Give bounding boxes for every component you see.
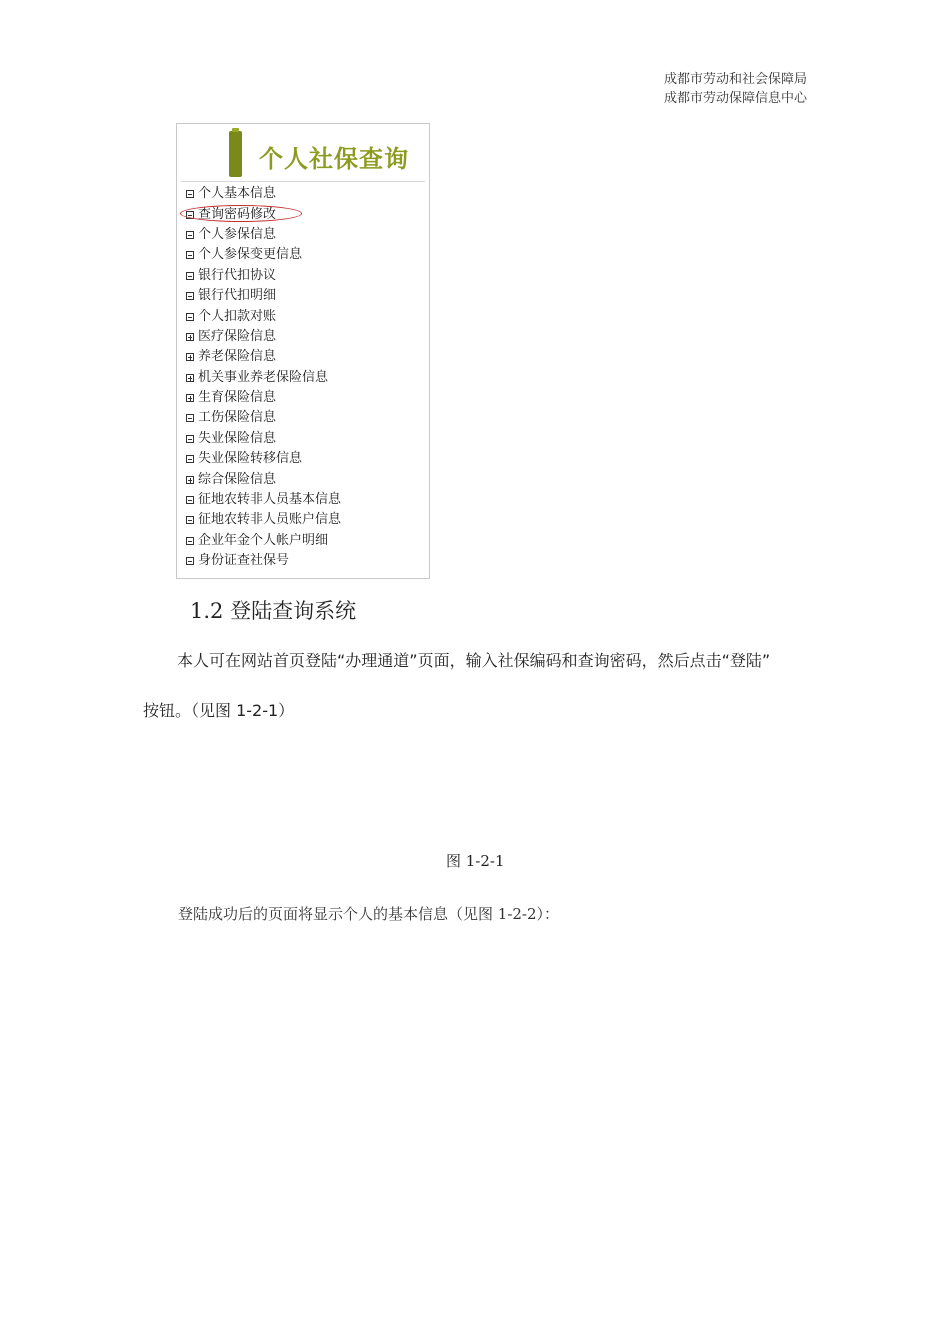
menu-item-label: 银行代扣明细 <box>198 288 277 304</box>
tree-collapse-icon[interactable] <box>186 272 194 280</box>
menu-item[interactable] <box>186 327 341 347</box>
menu-item-label: 个人扣款对账 <box>198 308 277 324</box>
social-security-query-menu <box>176 123 430 579</box>
menu-item[interactable] <box>186 469 341 489</box>
paragraph-line2: 按钮。（见图 1-2-1） <box>143 701 295 720</box>
menu-item[interactable] <box>186 388 341 408</box>
tree-collapse-icon[interactable] <box>186 292 194 300</box>
tree-collapse-icon[interactable] <box>186 455 194 463</box>
tree-collapse-icon[interactable] <box>186 557 194 565</box>
tree-collapse-icon[interactable] <box>186 190 194 198</box>
menu-item-label: 查询密码修改 <box>198 206 277 222</box>
tree-expand-icon[interactable] <box>186 476 194 484</box>
menu-item[interactable] <box>186 490 341 510</box>
section-heading: 1.2 登陆查询系统 <box>190 599 357 623</box>
menu-item-label: 养老保险信息 <box>198 349 277 365</box>
menu-item-label: 医疗保险信息 <box>198 328 277 344</box>
tree-expand-icon[interactable] <box>186 394 194 402</box>
menu-header <box>177 124 429 180</box>
menu-item[interactable] <box>186 449 341 469</box>
tree-collapse-icon[interactable] <box>186 251 194 259</box>
highlight-circle <box>180 205 302 222</box>
menu-item[interactable] <box>186 266 341 286</box>
tree-expand-icon[interactable] <box>186 374 194 382</box>
menu-title: 个人社保查询 <box>259 145 409 173</box>
tree-collapse-icon[interactable] <box>186 231 194 239</box>
menu-item-label: 征地农转非人员账户信息 <box>198 512 342 528</box>
menu-item-label: 个人参保变更信息 <box>198 247 303 263</box>
paragraph-line1: 本人可在网站首页登陆“办理通道”页面，输入社保编码和查询密码，然后点击“登陆” <box>177 651 771 670</box>
battery-bar-icon <box>229 131 242 177</box>
tree-collapse-icon[interactable] <box>186 496 194 504</box>
menu-item[interactable] <box>186 510 341 530</box>
menu-item[interactable] <box>186 551 341 571</box>
header-org-line1: 成都市劳动和社会保障局 <box>663 72 807 87</box>
tree-collapse-icon[interactable] <box>186 516 194 524</box>
menu-item-label: 综合保险信息 <box>198 471 277 487</box>
menu-item[interactable] <box>186 306 341 326</box>
menu-item[interactable] <box>186 531 341 551</box>
paragraph-after-login: 登陆成功后的页面将显示个人的基本信息（见图 1-2-2）： <box>178 905 560 923</box>
tree-collapse-icon[interactable] <box>186 435 194 443</box>
figure-caption: 图 1-2-1 <box>446 852 505 870</box>
menu-item[interactable] <box>186 347 341 367</box>
tree-collapse-icon[interactable] <box>186 537 194 545</box>
menu-title-divider <box>181 181 425 182</box>
menu-item[interactable] <box>186 429 341 449</box>
menu-item-label: 工伤保险信息 <box>198 410 277 426</box>
document-header <box>664 70 807 108</box>
menu-item[interactable] <box>186 184 341 204</box>
menu-list <box>186 184 341 571</box>
menu-item-label: 个人参保信息 <box>198 226 277 242</box>
menu-item-label: 银行代扣协议 <box>198 267 277 283</box>
header-org-line2: 成都市劳动保障信息中心 <box>663 91 807 106</box>
menu-item-label: 企业年金个人帐户明细 <box>198 532 329 548</box>
tree-collapse-icon[interactable] <box>186 414 194 422</box>
tree-expand-icon[interactable] <box>186 333 194 341</box>
menu-item-label: 生育保险信息 <box>198 390 277 406</box>
menu-item[interactable] <box>186 245 341 265</box>
menu-item-label: 征地农转非人员基本信息 <box>198 492 342 508</box>
menu-item[interactable] <box>186 368 341 388</box>
menu-item[interactable] <box>186 286 341 306</box>
tree-collapse-icon[interactable] <box>186 313 194 321</box>
menu-item-label: 失业保险信息 <box>198 430 277 446</box>
menu-item[interactable] <box>186 408 341 428</box>
menu-item[interactable] <box>186 225 341 245</box>
menu-item-label: 失业保险转移信息 <box>198 451 303 467</box>
tree-expand-icon[interactable] <box>186 353 194 361</box>
menu-item-label: 身份证查社保号 <box>198 553 290 569</box>
menu-item-label: 机关事业养老保险信息 <box>198 369 329 385</box>
menu-item-label: 个人基本信息 <box>198 186 277 202</box>
